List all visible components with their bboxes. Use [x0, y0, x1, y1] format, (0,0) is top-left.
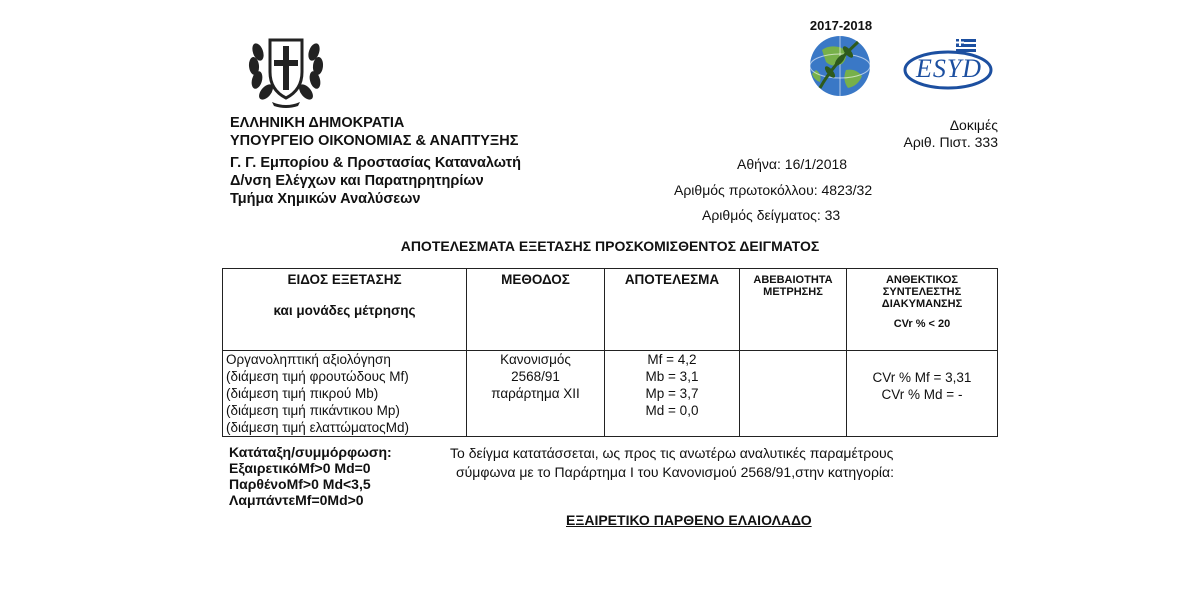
greek-coat-of-arms-logo	[242, 22, 330, 110]
exam-cell	[223, 351, 467, 437]
classification-virgin: ΠαρθένοMf>0 Md<3,5	[229, 476, 371, 492]
issuer-country: ΕΛΛΗΝΙΚΗ ΔΗΜΟΚΡΑΤΙΑ	[230, 115, 405, 131]
header-exam-type	[223, 269, 467, 351]
classification-statement	[450, 444, 894, 482]
exam-line: Οργανοληπτική αξιολόγηση	[226, 352, 391, 367]
result-line: Mp = 3,7	[645, 386, 699, 401]
result-line: Mb = 3,1	[645, 369, 699, 384]
protocol-number: Αριθμός πρωτοκόλλου: 4823/32	[674, 182, 873, 198]
header-result-title: ΑΠΟΤΕΛΕΣΜΑ	[624, 272, 720, 287]
header-uncertainty-title: ΑΒΕΒΑΙΟΤΗΤΑ	[753, 274, 833, 286]
result-line: Mf = 4,2	[647, 352, 697, 367]
accreditation-globe-logo	[792, 18, 888, 96]
issuer-secretariat: Γ. Γ. Εμπορίου & Προστασίας Καταναλωτή	[230, 155, 521, 171]
issuer-directorate: Δ/νση Ελέγχων και Παρατηρητηρίων	[230, 173, 484, 189]
document-date: Αθήνα: 16/1/2018	[737, 156, 848, 172]
exam-line: (διάμεση τιμή πικάντικου Mp)	[226, 403, 400, 418]
result-line: Md = 0,0	[645, 403, 699, 418]
classification-result: ΕΞΑΙΡΕΤΙΚΟ ΠΑΡΘΕΝΟ ΕΛΑΙΟΛΑΔΟ	[566, 512, 812, 528]
header-cvr	[847, 269, 998, 351]
uncertainty-cell	[740, 351, 847, 437]
header-cvr-line3: ΔΙΑΚΥΜΑΝΣΗΣ	[881, 298, 963, 310]
exam-line: (διάμεση τιμή πικρού Mb)	[226, 386, 379, 401]
table-header-row	[223, 269, 998, 351]
statement-line1: Το δείγμα κατατάσσεται, ως προς τις ανωτέρω αναλυτικές παραμέτρους	[450, 445, 894, 461]
header-uncertainty-subtitle: ΜΕΤΡΗΣΗΣ	[763, 286, 823, 298]
classification-lampante: ΛαμπάντεMf=0Md>0	[229, 492, 364, 508]
header-exam-type-title: ΕΙΔΟΣ ΕΞΕΤΑΣΗΣ	[287, 272, 402, 287]
esyd-text: ESYD	[915, 54, 983, 83]
results-table	[222, 268, 998, 437]
table-row	[223, 351, 998, 437]
classification-extra-virgin: ΕξαιρετικόMf>0 Md=0	[229, 460, 371, 476]
exam-line: (διάμεση τιμή ελαττώματοςMd)	[226, 420, 409, 435]
exam-line: (διάμεση τιμή φρουτώδους Mf)	[226, 369, 409, 384]
header-method-title: ΜΕΘΟΔΟΣ	[501, 272, 570, 287]
method-cell	[467, 351, 605, 437]
classification-legend	[229, 444, 392, 508]
issuer-department: Τμήμα Χημικών Αναλύσεων	[230, 191, 421, 207]
esyd-logo	[902, 38, 996, 90]
result-cell	[605, 351, 740, 437]
issuer-block	[230, 114, 521, 208]
header-cvr-line1: ΑΝΘΕΚΤΙΚΟΣ	[885, 274, 959, 286]
certificate-number: Αριθ. Πιστ. 333	[903, 134, 998, 150]
method-line: 2568/91	[511, 369, 560, 384]
cvr-line: CVr % Mf = 3,31	[872, 370, 972, 385]
tests-label: Δοκιμές	[949, 117, 998, 133]
issuer-ministry: ΥΠΟΥΡΓΕΙΟ ΟΙΚΟΝΟΜΙΑΣ & ΑΝΑΠΤΥΞΗΣ	[230, 133, 519, 149]
method-line: παράρτημα XII	[491, 386, 580, 401]
header-cvr-limit: CVr % < 20	[893, 318, 951, 330]
accreditation-year: 2017-2018	[809, 18, 873, 33]
header-cvr-line2: ΣΥΝΤΕΛΕΣΤΗΣ	[882, 286, 962, 298]
cvr-cell	[847, 351, 998, 437]
header-result	[605, 269, 740, 351]
header-uncertainty	[740, 269, 847, 351]
header-exam-type-units: και μονάδες μέτρησης	[273, 303, 416, 318]
header-method	[467, 269, 605, 351]
report-title: ΑΠΟΤΕΛΕΣΜΑΤΑ ΕΞΕΤΑΣΗΣ ΠΡΟΣΚΟΜΙΣΘΕΝΤΟΣ ΔΕΙΓΜΑΤΟΣ	[400, 238, 820, 254]
method-line: Κανονισμός	[500, 352, 571, 367]
sample-number: Αριθμός δείγματος: 33	[702, 207, 841, 223]
classification-label: Κατάταξη/συμμόρφωση:	[229, 444, 392, 460]
statement-line2: σύμφωνα με το Παράρτημα Ι του Κανονισμού 2568/91,στην κατηγορία:	[456, 464, 895, 480]
cvr-line: CVr % Md = -	[881, 387, 963, 402]
